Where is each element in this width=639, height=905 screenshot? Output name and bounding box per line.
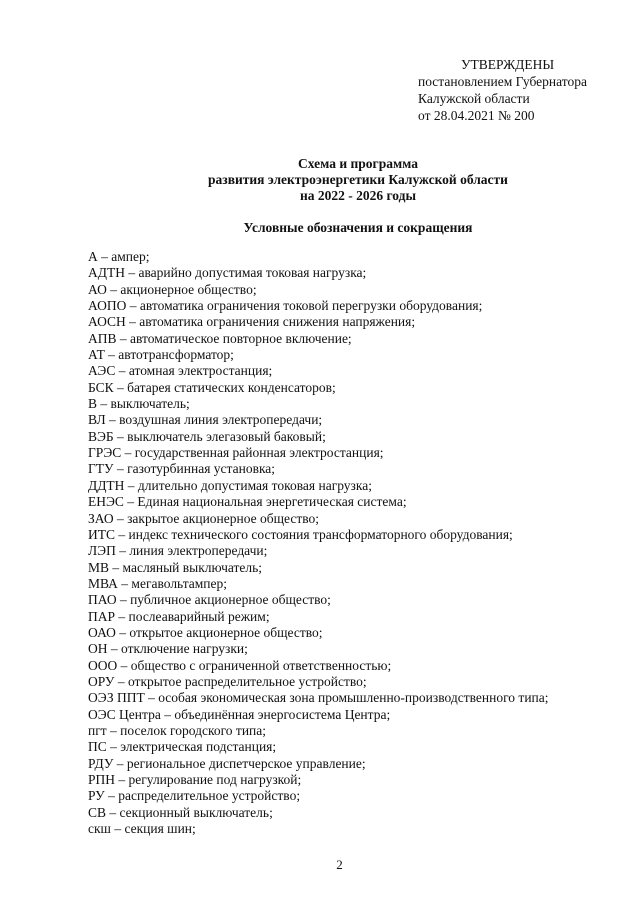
abbreviation-item: ОАО – открытое акционерное общество; xyxy=(88,624,323,640)
approval-line: Калужской области xyxy=(418,91,530,106)
title-line: развития электроэнергетики Калужской области xyxy=(208,172,508,187)
abbreviation-item: СВ – секционный выключатель; xyxy=(88,804,273,820)
abbreviation-item: БСК – батарея статических конденсаторов; xyxy=(88,379,336,395)
abbreviation-item: ПАР – послеаварийный режим; xyxy=(88,608,270,624)
abbreviation-item: ГРЭС – государственная районная электростанция; xyxy=(88,445,384,461)
abbreviation-item: ОРУ – открытое распределительное устройство; xyxy=(88,673,367,689)
abbreviation-item: скш – секция шин; xyxy=(88,821,196,837)
abbreviation-item: ГТУ – газотурбинная установка; xyxy=(88,461,276,477)
approval-line: постановлением Губернатора xyxy=(418,74,587,89)
approval-stamp xyxy=(418,56,628,124)
document-title xyxy=(90,156,626,204)
abbreviation-item: АО – акционерное общество; xyxy=(88,281,257,297)
abbreviation-item: РУ – распределительное устройство; xyxy=(88,788,301,804)
abbreviation-item: АЭС – атомная электростанция; xyxy=(88,363,273,379)
abbreviation-item: ВЛ – воздушная линия электропередачи; xyxy=(88,412,323,428)
abbreviation-item: ОН – отключение нагрузки; xyxy=(88,641,248,657)
abbreviation-item: ДДТН – длительно допустимая токовая нагрузка; xyxy=(88,477,372,493)
abbreviation-item: МВ – масляный выключатель; xyxy=(88,559,263,575)
page-number: 2 xyxy=(336,857,343,872)
abbreviation-list xyxy=(88,249,628,837)
title-line: Схема и программа xyxy=(297,156,418,171)
abbreviation-item: ПАО – публичное акционерное общество; xyxy=(88,592,331,608)
abbreviation-item: АПВ – автоматическое повторное включение; xyxy=(88,330,352,346)
abbreviation-item: РПН – регулирование под нагрузкой; xyxy=(88,772,302,787)
approval-line: от 28.04.2021 № 200 xyxy=(418,108,535,123)
abbreviation-item: ИТС – индекс технического состояния трансформаторного оборудования; xyxy=(88,526,513,542)
abbreviation-item: АОСН – автоматика ограничения снижения напряжения; xyxy=(88,314,416,330)
section-heading: Условные обозначения и сокращения xyxy=(243,220,473,235)
abbreviation-item: АТ – автотрансформатор; xyxy=(88,347,234,363)
abbreviation-item: В – выключатель; xyxy=(88,396,190,412)
abbreviation-item: ОЭС Центра – объединённая энергосистема Центра; xyxy=(88,706,391,722)
abbreviation-item: ЕНЭС – Единая национальная энергетическая система; xyxy=(88,494,407,510)
abbreviation-item: ЛЭП – линия электропередачи; xyxy=(88,543,268,559)
abbreviation-item: ПС – электрическая подстанция; xyxy=(88,739,277,755)
abbreviation-item: АОПО – автоматика ограничения токовой перегрузки оборудования; xyxy=(88,298,483,314)
abbreviation-item: пгт – поселок городского типа; xyxy=(88,722,267,738)
abbreviation-item: А – ампер; xyxy=(88,249,150,264)
abbreviation-item: ОЭЗ ППТ – особая экономическая зона промышленно-производственного типа; xyxy=(88,690,549,706)
abbreviation-item: ВЭБ – выключатель элегазовый баковый; xyxy=(88,428,326,444)
abbreviation-item: АДТН – аварийно допустимая токовая нагрузка; xyxy=(88,265,367,281)
title-line: на 2022 - 2026 годы xyxy=(299,188,417,203)
abbreviation-item: ЗАО – закрытое акционерное общество; xyxy=(88,510,320,526)
abbreviation-item: РДУ – региональное диспетчерское управление; xyxy=(88,755,366,771)
abbreviation-item: ООО – общество с ограниченной ответственностью; xyxy=(88,657,392,673)
approval-heading: УТВЕРЖДЕНЫ xyxy=(461,57,555,72)
abbreviation-item: МВА – мегавольтампер; xyxy=(88,575,228,591)
